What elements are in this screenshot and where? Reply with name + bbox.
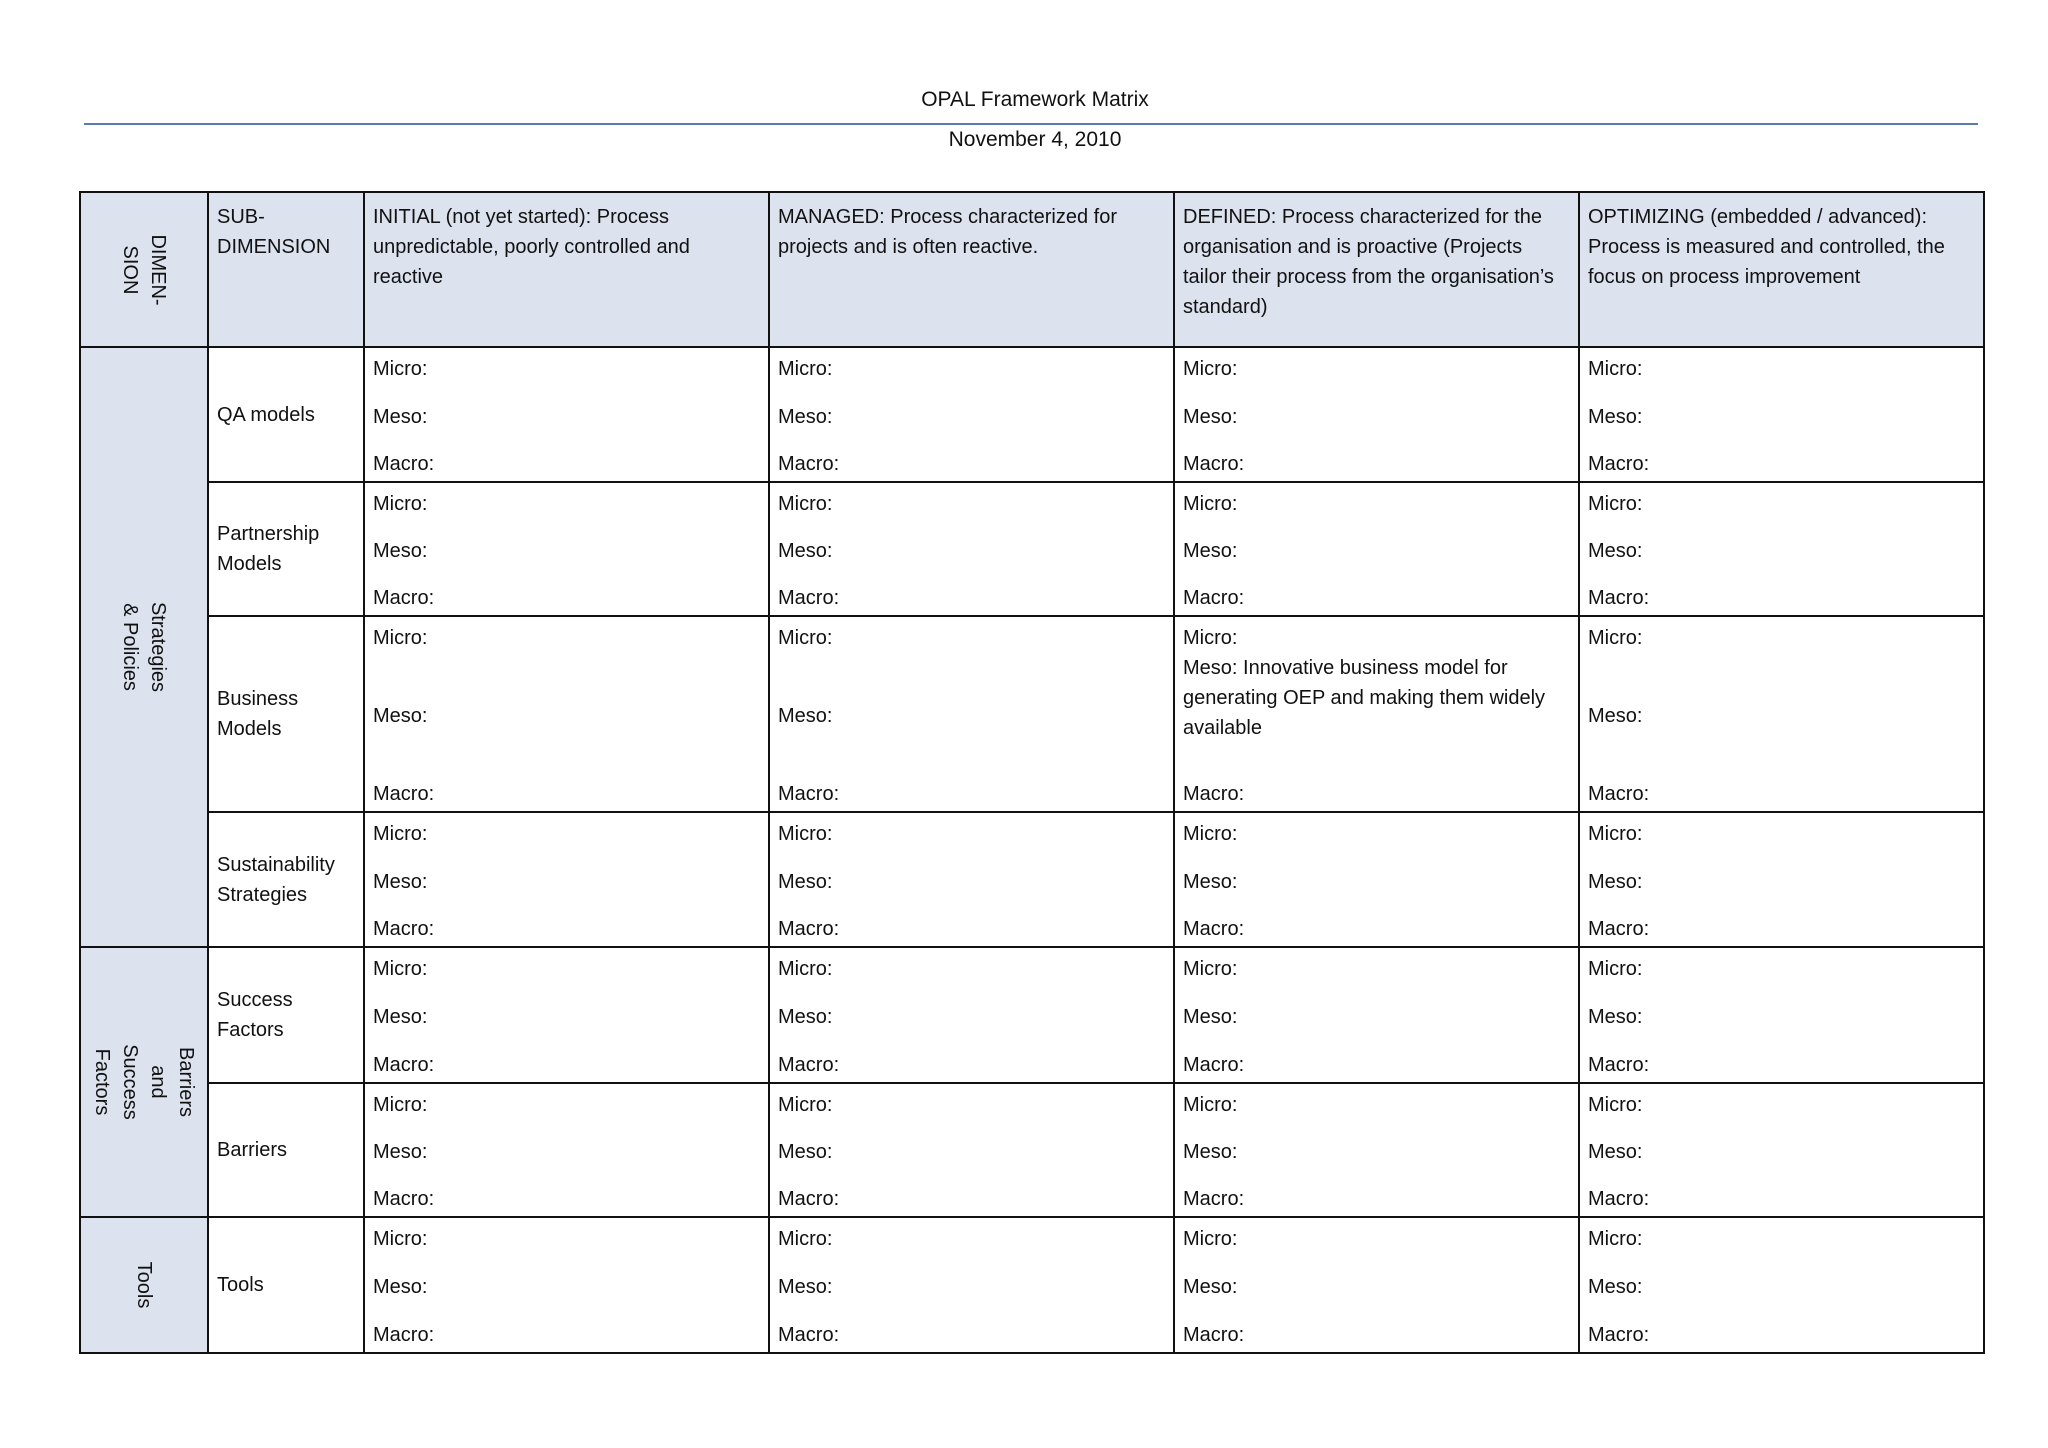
micro-label: Micro: xyxy=(1588,627,1643,649)
level-cell-initial xyxy=(364,347,769,482)
level-header-defined xyxy=(1174,192,1579,347)
dimension-label: Tools xyxy=(133,1261,155,1309)
level-cell-initial xyxy=(364,812,769,947)
dimension-header-cell xyxy=(80,192,208,347)
level-cell-optimizing xyxy=(1579,1083,1984,1217)
dimension-cell xyxy=(80,1217,208,1353)
level-cell-defined xyxy=(1174,347,1579,482)
micro-label: Micro: xyxy=(1183,493,1238,515)
micro-label: Micro: xyxy=(373,1094,428,1116)
level-cell-managed xyxy=(769,812,1174,947)
macro-label: Macro: xyxy=(373,587,435,609)
dimension-label: Strategies & Policies xyxy=(119,601,169,693)
matrix-row xyxy=(80,482,1984,616)
matrix-row xyxy=(80,347,1984,482)
meso-label: Meso: xyxy=(778,870,833,893)
level-cell-optimizing xyxy=(1579,616,1984,812)
macro-label: Macro: xyxy=(373,918,435,940)
level-cell-optimizing xyxy=(1579,947,1984,1083)
micro-label: Micro: xyxy=(778,958,833,980)
level-cell-optimizing xyxy=(1579,482,1984,616)
micro-label: Micro: xyxy=(778,1228,833,1250)
meso-label: Meso: xyxy=(1183,1141,1238,1163)
meso-label: Meso: xyxy=(778,1006,833,1028)
meso-label: Meso: xyxy=(1183,405,1238,428)
meso-label: Meso: xyxy=(1588,870,1643,893)
dimension-cell xyxy=(80,347,208,947)
meso-label: Meso: xyxy=(1588,705,1643,727)
macro-label: Macro: xyxy=(778,453,840,475)
macro-label: Macro: xyxy=(778,587,840,609)
macro-label: Macro: xyxy=(1183,1188,1245,1210)
meso-label: Meso: xyxy=(778,1141,833,1163)
macro-label: Macro: xyxy=(1183,918,1245,940)
macro-label: Macro: xyxy=(373,1054,435,1076)
micro-label: Micro: xyxy=(1183,358,1238,380)
meso-label: Meso: xyxy=(1183,1006,1238,1028)
level-cell-managed xyxy=(769,1217,1174,1353)
macro-label: Macro: xyxy=(778,1054,840,1076)
micro-label: Micro: xyxy=(1183,823,1238,845)
macro-label: Macro: xyxy=(373,1324,435,1346)
macro-label: Macro: xyxy=(778,783,840,805)
micro-label: Micro: xyxy=(1588,823,1643,845)
macro-label: Macro: xyxy=(1588,1324,1650,1346)
level-initial-text: INITIAL (not yet started): Process unpredictable, poorly controlled and reactive xyxy=(373,206,690,288)
meso-label: Meso: xyxy=(778,1276,833,1298)
macro-label: Macro: xyxy=(1588,1188,1650,1210)
meso-label: Meso: xyxy=(1588,405,1643,428)
level-managed-text: MANAGED: Process characterized for projects and is often reactive. xyxy=(778,206,1117,258)
level-cell-optimizing xyxy=(1579,347,1984,482)
micro-label: Micro: xyxy=(778,823,833,845)
matrix-row xyxy=(80,1083,1984,1217)
macro-label: Macro: xyxy=(1588,1054,1650,1076)
micro-label: Micro: xyxy=(1183,1228,1238,1250)
sub-dimension-label: QA models xyxy=(208,347,364,482)
micro-label: Micro: xyxy=(1588,958,1643,980)
level-cell-initial xyxy=(364,947,769,1083)
macro-label: Macro: xyxy=(1183,783,1245,805)
level-cell-initial xyxy=(364,1217,769,1353)
matrix-row xyxy=(80,812,1984,947)
meso-label: Meso: xyxy=(1183,1276,1238,1298)
sub-dimension-header-cell xyxy=(208,192,364,347)
level-cell-initial xyxy=(364,482,769,616)
dimension-header: DIMEN- SION xyxy=(119,233,169,306)
sub-dimension-label: Business Models xyxy=(208,616,364,812)
level-cell-defined xyxy=(1174,616,1579,812)
micro-label: Micro: xyxy=(778,358,833,380)
level-cell-defined xyxy=(1174,812,1579,947)
sub-dimension-label: Barriers xyxy=(208,1083,364,1217)
meso-label: Meso: xyxy=(1588,1276,1643,1298)
macro-label: Macro: xyxy=(778,1188,840,1210)
level-optimizing-text: OPTIMIZING (embedded / advanced): Process is measured and controlled, the focus on process improvement xyxy=(1588,206,1945,288)
level-header-managed xyxy=(769,192,1174,347)
meso-label: Meso: xyxy=(778,705,833,727)
macro-label: Macro: xyxy=(1183,453,1245,475)
document-title: OPAL Framework Matrix xyxy=(921,88,1149,111)
level-cell-managed xyxy=(769,947,1174,1083)
level-header-initial xyxy=(364,192,769,347)
level-cell-defined xyxy=(1174,947,1579,1083)
matrix-row xyxy=(80,1217,1984,1353)
meso-label: Meso: xyxy=(1183,870,1238,893)
meso-label: Meso: xyxy=(373,1276,428,1298)
meso-label: Meso: xyxy=(373,1141,428,1163)
micro-label: Micro: xyxy=(373,627,428,649)
matrix-row xyxy=(80,947,1984,1083)
level-cell-managed xyxy=(769,1083,1174,1217)
micro-label: Micro: xyxy=(1588,493,1643,515)
header-rule xyxy=(84,123,1978,125)
sub-dimension-label: Partnership Models xyxy=(208,482,364,616)
macro-label: Macro: xyxy=(1588,918,1650,940)
meso-label: Meso: xyxy=(373,705,428,727)
level-cell-optimizing xyxy=(1579,812,1984,947)
level-cell-managed xyxy=(769,347,1174,482)
header-row xyxy=(80,192,1984,347)
macro-label: Macro: xyxy=(1183,1324,1245,1346)
meso-label: Meso: xyxy=(373,405,428,428)
micro-label: Micro: xyxy=(373,823,428,845)
macro-label: Macro: xyxy=(373,783,435,805)
meso-note: Meso: Innovative business model for generating OEP and making them widely available xyxy=(1183,657,1546,739)
macro-label: Macro: xyxy=(778,1324,840,1346)
macro-label: Macro: xyxy=(373,453,435,475)
sub-dimension-label: Success Factors xyxy=(208,947,364,1083)
level-defined-text: DEFINED: Process characterized for the organisation and is proactive (Projects tailor their process from the organisation’s standard) xyxy=(1183,206,1554,318)
level-cell-initial xyxy=(364,1083,769,1217)
dimension-cell xyxy=(80,947,208,1217)
macro-label: Macro: xyxy=(778,918,840,940)
micro-label: Micro: xyxy=(373,958,428,980)
meso-label: Meso: xyxy=(1183,540,1238,562)
macro-label: Macro: xyxy=(1588,453,1650,475)
micro-label: Micro: xyxy=(778,1094,833,1116)
meso-label: Meso: xyxy=(778,405,833,428)
meso-label: Meso: xyxy=(373,1006,428,1028)
macro-label: Macro: xyxy=(1183,1054,1245,1076)
micro-label: Micro: xyxy=(373,358,428,380)
micro-label: Micro: xyxy=(1183,958,1238,980)
level-header-optimizing xyxy=(1579,192,1984,347)
micro-label: Micro: xyxy=(778,627,833,649)
matrix-row xyxy=(80,616,1984,812)
dimension-label: Barriers and Success Factors xyxy=(91,1044,197,1120)
sub-dimension-label: Tools xyxy=(208,1217,364,1353)
meso-label: Meso: xyxy=(1588,1141,1643,1163)
meso-label: Meso: xyxy=(373,540,428,562)
macro-label: Macro: xyxy=(1588,783,1650,805)
micro-label: Micro: xyxy=(1588,358,1643,380)
micro-label: Micro: xyxy=(1588,1228,1643,1250)
meso-label: Meso: xyxy=(1588,540,1643,562)
level-cell-defined xyxy=(1174,1217,1579,1353)
sub-dimension-label: Sustainability Strategies xyxy=(208,812,364,947)
level-cell-initial xyxy=(364,616,769,812)
macro-label: Macro: xyxy=(373,1188,435,1210)
framework-matrix xyxy=(79,191,1985,1354)
micro-label: Micro: xyxy=(778,493,833,515)
micro-label: Micro: xyxy=(373,1228,428,1250)
micro-label: Micro: xyxy=(1588,1094,1643,1116)
meso-label: Meso: xyxy=(373,870,428,893)
meso-label: Meso: xyxy=(1588,1006,1643,1028)
level-cell-optimizing xyxy=(1579,1217,1984,1353)
level-cell-defined xyxy=(1174,482,1579,616)
document-date: November 4, 2010 xyxy=(948,128,1122,151)
micro-label: Micro: xyxy=(1183,627,1238,649)
level-cell-defined xyxy=(1174,1083,1579,1217)
macro-label: Macro: xyxy=(1183,587,1245,609)
macro-label: Macro: xyxy=(1588,587,1650,609)
sub-dimension-header: SUB- DIMENSION xyxy=(217,206,331,258)
level-cell-managed xyxy=(769,482,1174,616)
meso-label: Meso: xyxy=(778,540,833,562)
micro-label: Micro: xyxy=(373,493,428,515)
micro-label: Micro: xyxy=(1183,1094,1238,1116)
level-cell-managed xyxy=(769,616,1174,812)
